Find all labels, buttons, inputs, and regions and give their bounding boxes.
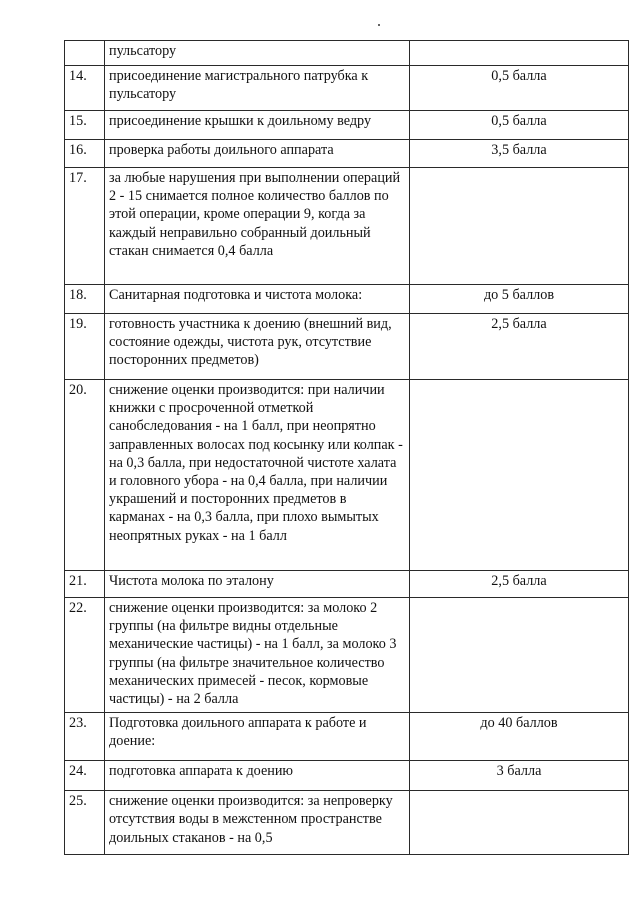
table-row	[65, 713, 629, 761]
table-row	[65, 111, 629, 140]
row-number: 18.	[65, 285, 105, 314]
row-description: Санитарная подготовка и чистота молока:	[105, 285, 410, 314]
table-row	[65, 41, 629, 66]
row-score	[410, 791, 629, 855]
row-description: проверка работы доильного аппарата	[105, 140, 410, 168]
row-description: пульсатору	[105, 41, 410, 66]
row-number: 20.	[65, 380, 105, 571]
row-score	[410, 168, 629, 285]
row-number: 15.	[65, 111, 105, 140]
row-description: снижение оценки производится: при наличии книжки с просроченной отметкой санобследования - на 1 балл, при неопрятно заправленных волосах под косынку или колпак - на 0,3 балла, при недостаточной чистоте халата и головного убора - на 0,4 балла, при наличии украшений и посторонних предметов в карманах - на 0,3 балла, при плохо вымытых неопрятных руках - на 1 балл	[105, 380, 410, 571]
row-score	[410, 380, 629, 571]
row-description: подготовка аппарата к доению	[105, 761, 410, 791]
row-description: присоединение крышки к доильному ведру	[105, 111, 410, 140]
row-description: за любые нарушения при выполнении операций 2 - 15 снимается полное количество баллов по этой операции, кроме операции 9, когда за каждый неправильно собранный доильный стакан снимается 0,4 балла	[105, 168, 410, 285]
row-number: 14.	[65, 66, 105, 111]
row-number: 17.	[65, 168, 105, 285]
row-score: 0,5 балла	[410, 111, 629, 140]
row-number: 16.	[65, 140, 105, 168]
table-row	[65, 571, 629, 598]
row-score: 3 балла	[410, 761, 629, 791]
table-row	[65, 791, 629, 855]
table-row	[65, 380, 629, 571]
row-score: до 40 баллов	[410, 713, 629, 761]
row-score: 2,5 балла	[410, 314, 629, 380]
row-score: 0,5 балла	[410, 66, 629, 111]
row-score	[410, 41, 629, 66]
row-score: до 5 баллов	[410, 285, 629, 314]
table-row	[65, 761, 629, 791]
row-description: снижение оценки производится: за молоко 2 группы (на фильтре видны отдельные механические частицы) - на 1 балл, за молоко 3 группы (на фильтре значительное количество механических примесей - песок, кормовые частицы) - на 2 балла	[105, 598, 410, 713]
row-number: 23.	[65, 713, 105, 761]
row-number: 21.	[65, 571, 105, 598]
scan-speck	[378, 24, 380, 26]
row-score: 2,5 балла	[410, 571, 629, 598]
row-score	[410, 598, 629, 713]
row-description: присоединение магистрального патрубка к пульсатору	[105, 66, 410, 111]
row-description: снижение оценки производится: за непроверку отсутствия воды в межстенном пространстве доильных стаканов - на 0,5	[105, 791, 410, 855]
row-description: Чистота молока по эталону	[105, 571, 410, 598]
table-row	[65, 598, 629, 713]
table-row	[65, 168, 629, 285]
row-number: 19.	[65, 314, 105, 380]
row-score: 3,5 балла	[410, 140, 629, 168]
row-number: 22.	[65, 598, 105, 713]
row-number: 24.	[65, 761, 105, 791]
table-row	[65, 66, 629, 111]
table-row	[65, 314, 629, 380]
row-number: 25.	[65, 791, 105, 855]
table-row	[65, 285, 629, 314]
row-number	[65, 41, 105, 66]
row-description: Подготовка доильного аппарата к работе и доение:	[105, 713, 410, 761]
row-description: готовность участника к доению (внешний вид, состояние одежды, чистота рук, отсутствие посторонних предметов)	[105, 314, 410, 380]
scoring-table	[64, 40, 629, 855]
table-row	[65, 140, 629, 168]
